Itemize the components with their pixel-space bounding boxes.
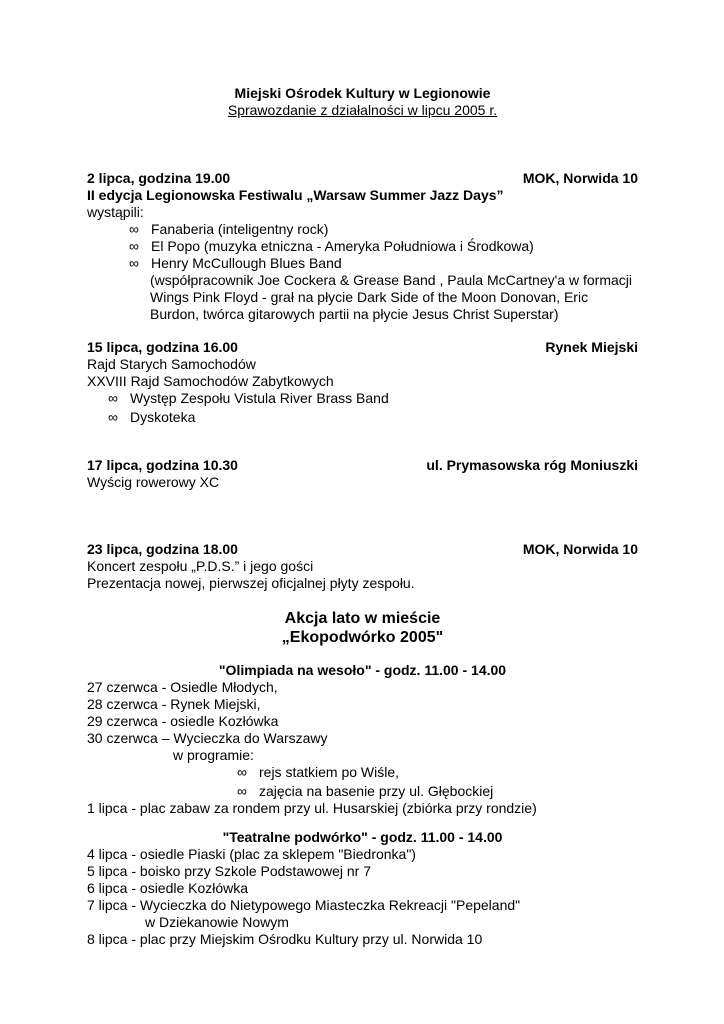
list-item xyxy=(87,221,638,238)
list-item-continuation: w Dziekanowie Nowym xyxy=(145,914,289,930)
event-text: XXVIII Rajd Samochodów Zabytkowych xyxy=(87,373,334,389)
event-header xyxy=(87,339,638,356)
event-2 xyxy=(87,339,638,426)
list-item: 8 lipca - plac przy Miejskim Ośrodku Kultury przy ul. Norwida 10 xyxy=(87,931,483,947)
event-date: 2 lipca, godzina 19.00 xyxy=(87,170,231,186)
infinity-bullet-icon: ∞ xyxy=(108,409,118,425)
event-1 xyxy=(87,170,638,323)
event-header xyxy=(87,541,638,558)
list-item-text: Występ Zespołu Vistula River Brass Band xyxy=(130,390,389,406)
list-item-text: Fanaberia (inteligentny rock) xyxy=(151,221,329,237)
event-header xyxy=(87,170,638,187)
list-item-text: El Popo (muzyka etniczna - Ameryka Południowa i Środkowa) xyxy=(151,238,534,254)
list-item: 4 lipca - osiedle Piaski (plac za sklepem "Biedronka") xyxy=(87,846,416,862)
list-item: 29 czerwca - osiedle Kozłówka xyxy=(87,713,279,729)
program-label: w programie: xyxy=(173,747,254,763)
list-item xyxy=(87,783,638,800)
event-text: Rajd Starych Samochodów xyxy=(87,356,256,372)
list-item xyxy=(87,390,638,407)
infinity-bullet-icon: ∞ xyxy=(129,255,139,271)
section-subtitle: „Ekopodwórko 2005" xyxy=(281,629,444,646)
list-item: 30 czerwca – Wycieczka do Warszawy xyxy=(87,730,328,746)
event-4 xyxy=(87,541,638,592)
event-place: MOK, Norwida 10 xyxy=(522,541,638,557)
infinity-bullet-icon: ∞ xyxy=(237,764,247,780)
list-item-text: Henry McCullough Blues Band xyxy=(151,255,342,271)
teatralne-section xyxy=(87,829,638,948)
event-3 xyxy=(87,457,638,491)
event-date: 23 lipca, godzina 18.00 xyxy=(87,541,238,557)
list-item xyxy=(87,409,638,426)
infinity-bullet-icon: ∞ xyxy=(129,221,139,237)
list-item: 7 lipca - Wycieczka do Nietypowego Miasteczka Rekreacji "Pepeland" xyxy=(87,897,521,913)
list-item: 27 czerwca - Osiedle Młodych, xyxy=(87,679,278,695)
infinity-bullet-icon: ∞ xyxy=(237,783,247,799)
list-item xyxy=(87,255,638,272)
list-item-text: zajęcia na basenie przy ul. Głębockiej xyxy=(259,783,494,799)
teatralne-heading: "Teatralne podwórko" - godz. 11.00 - 14.00 xyxy=(222,829,503,845)
list-item: 5 lipca - boisko przy Szkole Podstawowej nr 7 xyxy=(87,863,372,879)
band-note: (współpracownik Joe Cockera & Grease Band , Paula McCartney'a w formacji Wings Pink Floyd - grał na płycie Dark Side of the Moon Donovan, Eric Burdon, twórca gitarowych partii na płycie Jesus Christ Superstar) xyxy=(150,272,632,322)
event-text: wystąpili: xyxy=(87,204,144,220)
olimpiada-heading: "Olimpiada na wesoło" - godz. 11.00 - 14.00 xyxy=(218,662,507,678)
list-item: 28 czerwca - Rynek Miejski, xyxy=(87,696,261,712)
list-item-text: rejs statkiem po Wiśle, xyxy=(259,764,400,780)
event-place: MOK, Norwida 10 xyxy=(522,170,638,186)
list-item: 6 lipca - osiedle Kozłówka xyxy=(87,880,249,896)
list-item xyxy=(87,238,638,255)
event-date: 17 lipca, godzina 10.30 xyxy=(87,457,238,473)
section-title: Akcja lato w mieście xyxy=(284,610,441,627)
event-title: II edycja Legionowska Festiwalu „Warsaw Summer Jazz Days” xyxy=(87,187,504,203)
list-item-text: Dyskoteka xyxy=(130,409,196,425)
list-item xyxy=(87,764,638,781)
report-subtitle: Sprawozdanie z działalności w lipcu 2005 r. xyxy=(227,102,498,118)
event-text: Prezentacja nowej, pierwszej oficjalnej płyty zespołu. xyxy=(87,575,415,591)
event-date: 15 lipca, godzina 16.00 xyxy=(87,339,238,355)
organization-title: Miejski Ośrodek Kultury w Legionowie xyxy=(234,85,491,101)
event-text: Wyścig rowerowy XC xyxy=(87,474,220,490)
event-place: ul. Prymasowska róg Moniuszki xyxy=(426,457,638,473)
infinity-bullet-icon: ∞ xyxy=(129,238,139,254)
olimpiada-section xyxy=(87,662,638,817)
event-header xyxy=(87,457,638,474)
event-place: Rynek Miejski xyxy=(545,339,638,355)
infinity-bullet-icon: ∞ xyxy=(108,390,118,406)
event-text: Koncert zespołu „P.D.S.” i jego gości xyxy=(87,558,314,574)
list-item: 1 lipca - plac zabaw za rondem przy ul. Husarskiej (zbiórka przy rondzie) xyxy=(87,800,537,816)
